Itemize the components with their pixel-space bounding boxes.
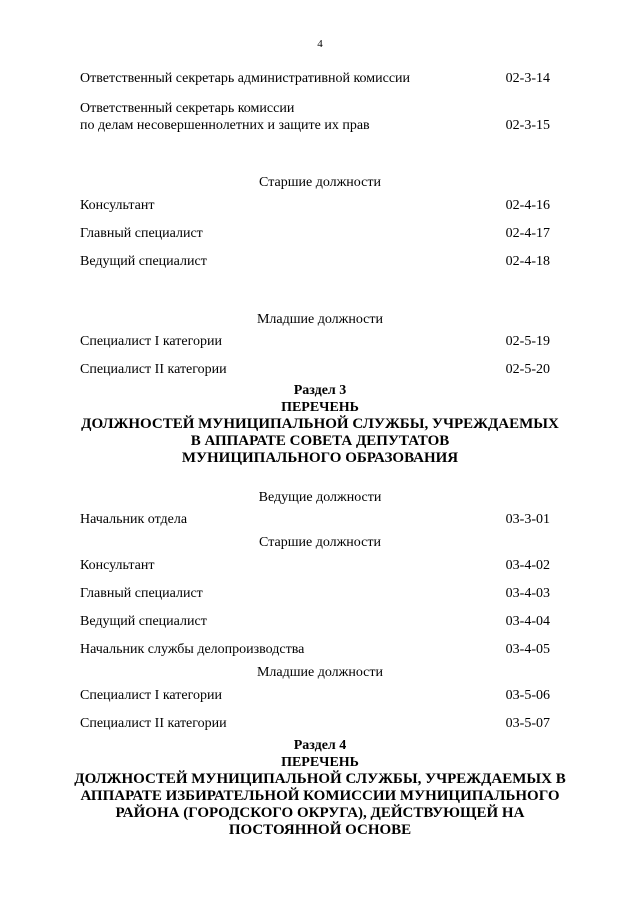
position-title: Ведущий специалист	[80, 254, 207, 269]
position-title: Начальник службы делопроизводства	[80, 642, 305, 657]
position-title: Консультант	[80, 198, 155, 213]
position-code: 03-4-04	[505, 614, 550, 629]
position-code: 03-4-03	[505, 586, 550, 601]
position-code: 02-5-19	[505, 334, 550, 349]
position-title: Специалист II категории	[80, 362, 227, 377]
position-title: Консультант	[80, 558, 155, 573]
position-code: 02-3-15	[505, 118, 550, 133]
position-title: Главный специалист	[80, 226, 203, 241]
position-code: 02-3-14	[505, 71, 550, 86]
section-line: ПОСТОЯННОЙ ОСНОВЕ	[228, 822, 412, 838]
position-title-line1: Ответственный секретарь комиссии	[80, 101, 295, 116]
section-title: Раздел 3	[293, 383, 347, 398]
position-code: 03-3-01	[505, 512, 550, 527]
position-title: Начальник отдела	[80, 512, 188, 527]
position-row	[80, 100, 550, 134]
position-title: Главный специалист	[80, 586, 203, 601]
section-3-heading	[0, 382, 640, 467]
position-title-line2: по делам несовершеннолетних и защите их прав	[80, 118, 370, 133]
position-code: 03-5-06	[505, 688, 550, 703]
position-code: 02-4-18	[505, 254, 550, 269]
section-line: ДОЛЖНОСТЕЙ МУНИЦИПАЛЬНОЙ СЛУЖБЫ, УЧРЕЖДАЕМЫХ В	[74, 771, 566, 787]
group-heading-junior: Младшие должности	[256, 312, 384, 327]
section-line: ДОЛЖНОСТЕЙ МУНИЦИПАЛЬНОЙ СЛУЖБЫ, УЧРЕЖДАЕМЫХ	[81, 416, 559, 432]
position-code: 03-4-05	[505, 642, 550, 657]
section-line: РАЙОНА (ГОРОДСКОГО ОКРУГА), ДЕЙСТВУЮЩЕЙ НА	[115, 805, 525, 821]
section-line: АППАРАТЕ ИЗБИРАТЕЛЬНОЙ КОМИССИИ МУНИЦИПАЛЬНОГО	[80, 788, 560, 804]
section-line: МУНИЦИПАЛЬНОГО ОБРАЗОВАНИЯ	[181, 450, 459, 466]
group-heading-senior: Старшие должности	[259, 535, 381, 550]
position-title: Специалист II категории	[80, 716, 227, 731]
page-number: 4	[317, 38, 323, 50]
group-heading-senior: Старшие должности	[259, 175, 381, 190]
position-title: Ведущий специалист	[80, 614, 207, 629]
group-heading-junior: Младшие должности	[256, 665, 384, 680]
position-code: 02-5-20	[505, 362, 550, 377]
section-line: В АППАРАТЕ СОВЕТА ДЕПУТАТОВ	[190, 433, 450, 449]
position-title: Специалист I категории	[80, 688, 222, 703]
position-code: 03-5-07	[505, 716, 550, 731]
section-subtitle: ПЕРЕЧЕНЬ	[281, 755, 359, 770]
position-code: 03-4-02	[505, 558, 550, 573]
position-title: Специалист I категории	[80, 334, 222, 349]
position-title: Ответственный секретарь административной комиссии	[80, 71, 411, 86]
section-4-heading	[0, 737, 640, 839]
group-heading-leading: Ведущие должности	[258, 490, 382, 505]
position-code: 02-4-16	[505, 198, 550, 213]
position-code: 02-4-17	[505, 226, 550, 241]
section-title: Раздел 4	[293, 738, 347, 753]
section-subtitle: ПЕРЕЧЕНЬ	[281, 400, 359, 415]
